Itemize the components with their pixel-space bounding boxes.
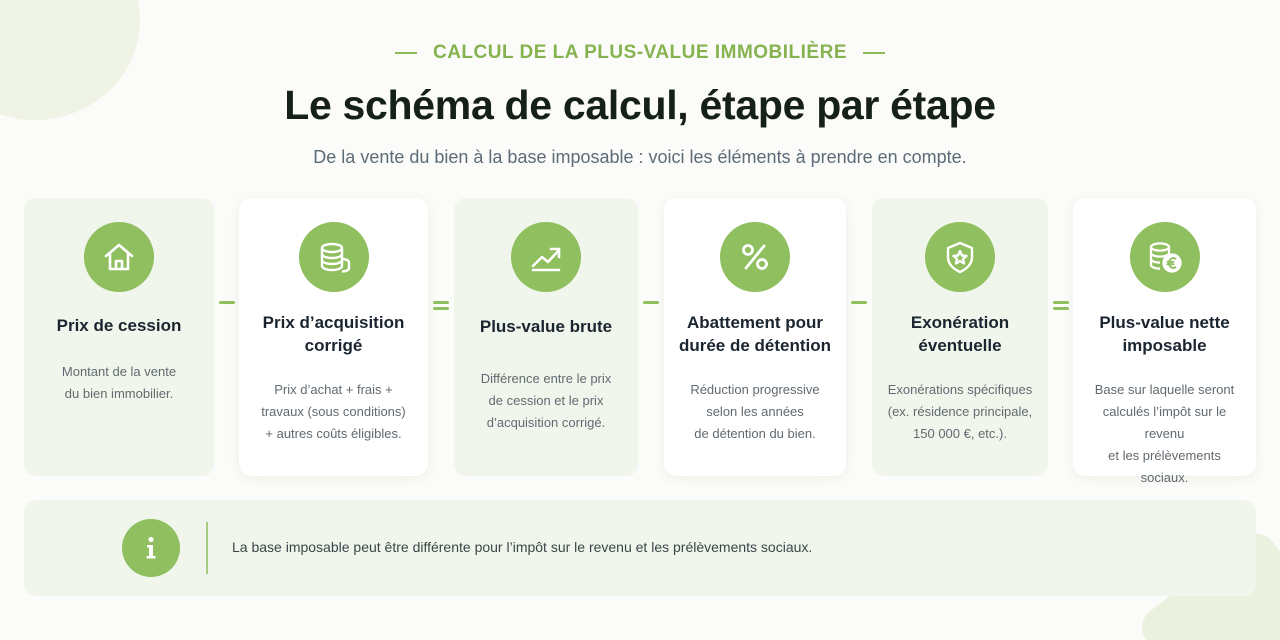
coins-euro-icon [1130, 222, 1200, 292]
step-title: Prix d’acquisition corrigé [262, 313, 405, 355]
step-title: Exonération éventuelle [910, 313, 1010, 355]
eyebrow-dash-left [395, 52, 417, 54]
step-card-plus-value-nette [1073, 198, 1256, 485]
step-card-plus-value-brute [454, 198, 638, 476]
info-banner [24, 500, 1256, 596]
house-icon [84, 222, 154, 292]
page-title: Le schéma de calcul, étape par étape [284, 82, 996, 128]
step-description: Différence entre le prix de cession et le prix d’acquisition corrigé. [480, 371, 612, 430]
eyebrow-text: CALCUL DE LA PLUS-VALUE IMMOBILIÈRE [432, 42, 848, 63]
step-title: Plus-value brute [479, 317, 613, 336]
operator-minus [847, 298, 871, 307]
step-description: Réduction progressive selon les années de détention du bien. [690, 382, 820, 441]
eyebrow [0, 42, 1280, 64]
step-card-abattement [664, 198, 846, 476]
info-icon [122, 519, 180, 577]
operator-equals [1049, 298, 1073, 313]
step-description: Exonérations spécifiques (ex. résidence principale, 150 000 €, etc.). [887, 382, 1033, 441]
shield-star-icon [925, 222, 995, 292]
operator-equals [429, 298, 453, 313]
step-card-prix-acquisition [239, 198, 428, 476]
step-title: Prix de cession [56, 316, 182, 335]
step-description: Prix d’achat + frais + travaux (sous conditions) + autres coûts éligibles. [261, 382, 406, 441]
step-card-exoneration [872, 198, 1048, 476]
coins-icon [299, 222, 369, 292]
step-title: Plus-value nette imposable [1099, 313, 1230, 355]
info-text: La base imposable peut être différente pour l’impôt sur le revenu et les prélèvements sociaux. [232, 539, 813, 555]
step-description: Base sur laquelle seront calculés l’impôt sur le revenu et les prélèvements sociaux. [1094, 382, 1235, 485]
step-card-prix-de-cession [24, 198, 214, 476]
step-description: Montant de la vente du bien immobilier. [61, 364, 177, 401]
step-title: Abattement pour durée de détention [678, 313, 832, 355]
page-subtitle: De la vente du bien à la base imposable : voici les éléments à prendre en compte. [313, 147, 967, 167]
trend-up-icon [511, 222, 581, 292]
divider [206, 522, 208, 574]
operator-minus [215, 298, 239, 307]
operator-minus [639, 298, 663, 307]
eyebrow-dash-right [863, 52, 885, 54]
percent-icon [720, 222, 790, 292]
